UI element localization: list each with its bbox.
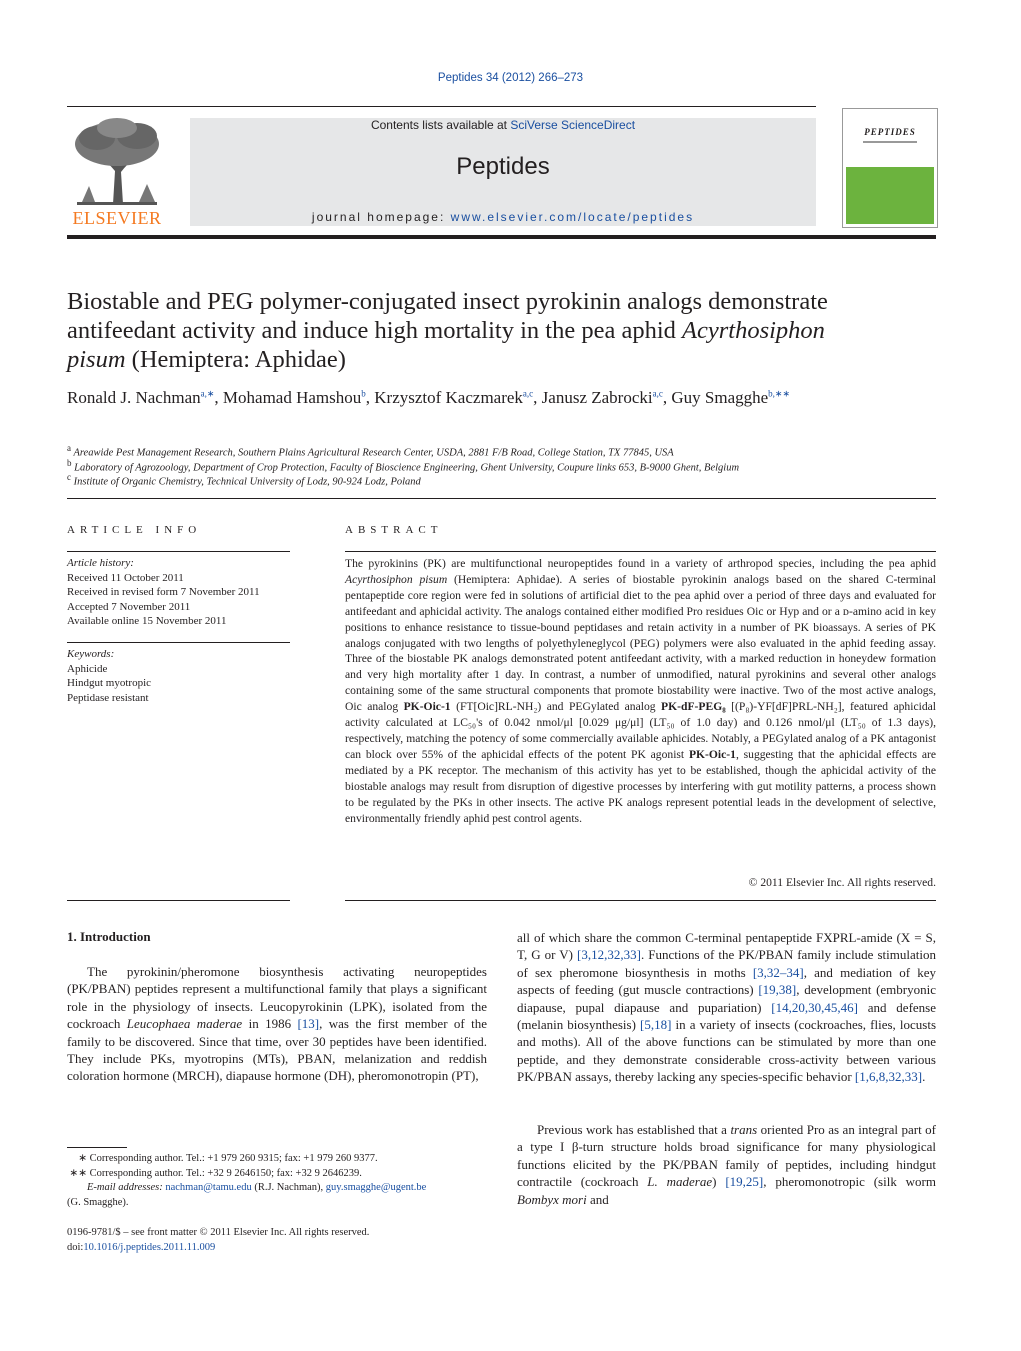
abstract-rule <box>345 551 936 552</box>
author-affiliation-marker[interactable]: a,c <box>652 388 663 399</box>
title-species-genus: Acyrthosiphon <box>682 317 825 344</box>
compound-name: PK-Oic-1 <box>688 747 736 761</box>
journal-homepage <box>190 210 816 224</box>
affiliation: $^b$ Laboratory of Agrozoology, Department of Crop Protection, Faculty of Bioscience Engineering, Ghent University, Coupure links 653, B-9000 Ghent, Belgium <box>67 458 740 474</box>
cover-green-panel <box>846 167 934 224</box>
abstract-bottom-rule <box>345 900 936 901</box>
email-link[interactable]: nachman@tamu.edu <box>165 1182 252 1193</box>
homepage-link[interactable]: www.elsevier.com/locate/peptides <box>450 210 695 224</box>
reference-link[interactable]: [19,38] <box>758 982 797 998</box>
author[interactable]: Krzysztof Kaczmarek <box>374 388 523 407</box>
cover-subtitle-line <box>863 141 917 143</box>
intro-right-paragraph-1: all of which share the common C-terminal pentapeptide FXPRL-amide (X = S, T, G or V) [3,12,32,33]. Functions of the PK/PBAN family include stimulation of sex pheromone biosynthesis in moths [3,32–34], and mediation of key aspects of feeding (gut muscle contractions) [19,38], development (embryonic diapause, pupal diapause and pupariation) [14,20,30,45,46] and defense (melanin biosynthesis) [5,18] in a variety of insects (cockroaches, flies, locusts and moths). All of the above functions can be stimulated by more than one peptide, and they demonstrate considerable cross-activity between various PK/PBAN assays, thereby lacking any species-specific behavior [1,6,8,32,33]. <box>517 930 936 1085</box>
reference-link[interactable]: [3,32–34] <box>752 964 804 980</box>
abstract-heading: ABSTRACT <box>345 524 443 536</box>
history-item: Available online 15 November 2011 <box>67 615 227 627</box>
doi-line: doi:10.1016/j.peptides.2011.11.009 <box>67 1242 216 1253</box>
contents-line <box>190 118 816 132</box>
affiliation: $^c$ Institute of Organic Chemistry, Technical University of Lodz, 90-924 Lodz, Poland <box>67 472 421 488</box>
affiliation: $^a$ Areawide Pest Management Research, Southern Plains Agricultural Research Center, USDA, 2881 F/B Road, College Station, TX 77845, USA <box>67 443 674 459</box>
author-affiliation-marker[interactable]: a,c <box>522 388 534 399</box>
reference-link[interactable]: [3,12,32,33] <box>577 947 641 963</box>
intro-right-paragraph-2: Previous work has established that a trans oriented Pro as an integral part of a type I β-turn structure holds broad significance for many physiological functions elicited by the PK/PBAN family of peptides, including hindgut contractile (cockroach L. maderae) [19,25], pheromonotropic (silk worm Bombyx mori and <box>517 1122 936 1207</box>
email-link[interactable]: guy.smagghe@ugent.be <box>325 1182 427 1193</box>
contents-prefix: Contents lists available at <box>370 118 511 132</box>
author[interactable]: Ronald J. Nachman <box>67 388 201 407</box>
footnote-email-owner: (G. Smagghe). <box>67 1196 129 1208</box>
header-thick-rule <box>67 235 936 239</box>
article-history <box>67 556 290 629</box>
issn-line: 0196-9781/$ – see front matter © 2011 Elsevier Inc. All rights reserved. <box>67 1227 370 1238</box>
keyword: Hindgut myotropic <box>67 677 152 689</box>
article-info-rule <box>67 551 290 552</box>
reference-link[interactable]: [13] <box>297 1016 320 1032</box>
author-affiliation-marker[interactable]: b <box>361 388 366 399</box>
homepage-prefix: journal homepage: <box>311 210 451 224</box>
article-info-bottom-rule <box>67 900 290 901</box>
keywords <box>67 647 290 705</box>
reference-link[interactable]: [1,6,8,32,33] <box>854 1069 923 1085</box>
title-line-2: antifeedant activity and induce high mortality in the pea aphid Acyrthosiphon <box>67 317 825 344</box>
author[interactable]: Janusz Zabrocki <box>541 388 653 407</box>
history-item: Received in revised form 7 November 2011 <box>67 586 260 598</box>
journal-title: Peptides <box>456 153 550 180</box>
history-item: Received 11 October 2011 <box>67 571 184 584</box>
elsevier-wordmark: ELSEVIER <box>72 208 162 228</box>
journal-cover-thumbnail[interactable] <box>842 108 938 228</box>
keywords-rule <box>67 642 290 643</box>
footnote: ∗ Corresponding author. Tel.: +1 979 260 9315; fax: +1 979 260 9377. <box>78 1153 378 1164</box>
history-label: Article history: <box>67 557 134 569</box>
footnote-emails: E-mail addresses: nachman@tamu.edu (R.J. Nachman), guy.smagghe@ugent.be <box>87 1182 427 1193</box>
title-species-epithet: pisum <box>67 346 126 373</box>
reference-link[interactable]: [19,25] <box>725 1174 764 1190</box>
keyword: Peptidase resistant <box>67 691 149 704</box>
publication-info <box>67 1225 492 1255</box>
copyright: © 2011 Elsevier Inc. All rights reserved. <box>748 876 936 889</box>
journal-reference[interactable]: Peptides 34 (2012) 266–273 <box>437 72 584 84</box>
article-info-heading: ARTICLE INFO <box>67 524 202 536</box>
title-line-1: Biostable and PEG polymer-conjugated insect pyrokinin analogs demonstrate <box>67 288 828 315</box>
compound-name: PK-dF-PEG₈ <box>661 700 726 714</box>
section-heading-introduction: 1. Introduction <box>67 929 151 944</box>
footnote: ∗∗ Corresponding author. Tel.: +32 9 2646150; fax: +32 9 2646239. <box>69 1167 362 1179</box>
abstract-body: The pyrokinins (PK) are multifunctional neuropeptides found in a variety of arthropod species, including the pea aphid Acyrthosiphon pisum (Hemiptera: Aphidae). A series of biostable pyrokinin analogs based on the shared C-terminal pentapeptide core region were fed in solutions of artificial diet to the pea aphid over a period of three days and evaluated for antifeedant and aphicidal activity. The analogs contained either modified Pro residues Oic or Hyp and or a ᴅ-amino acid in key positions to enhance resistance to tissue-bound peptidases and retain activity in a number of PK bioassays. A series of PK analogs conjugated with two lengths of polyethyleneglycol (PEG) polymers were also evaluated in the aphid feeding assay. Three of the biostable PK analogs demonstrated potent antifeedant activity, with a marked reduction in honeydew formation and very high mortality after 1 day. In contrast, a number of unmodified, natural pyrokinins and several other analogs containing some of the same structural components that promote biostability were inactive. Two of the most active analogs, Oic analog PK-Oic-1 (FT[Oic]RL-NH₂) and PEGylated analog PK-dF-PEG₈ [(P₈)-YF[dF]PRL-NH₂], featured aphicidal activity calculated at LC₅₀'s of 0.042 nmol/μl [0.029 μg/μl] (LT₅₀ of 1.0 day) and 0.126 nmol/μl (LT₅₀ of 1.3 days), respectively, matching the potency of some commercially available aphicides. Notably, a PEGylated analog of a PK antagonist can block over 55% of the aphicidal effects of the potent PK agonist PK-Oic-1, suggesting that the aphicidal effects are mediated by a PK receptor. The mechanism of this activity has yet to be established, though the aphicidal activity of the biostable analogs may result from disruption of digestive processes by interfering with gut motility patterns, a process shown to be regulated by the PKs in other insects. The active PK analogs represent potential leads in the development of selective, environmentally friendly aphid pest control agents. <box>345 557 936 825</box>
history-item: Accepted 7 November 2011 <box>67 600 191 613</box>
footnote-rule <box>67 1147 127 1148</box>
title-line-3: pisum (Hemiptera: Aphidae) <box>67 346 346 373</box>
author-list: Ronald J. Nachman$^{a,∗}$, Mohamad Hamshou$^b$, Krzysztof Kaczmarek$^{a,c}$, Janusz Zabrocki$^{a,c}$, Guy Smagghe$^{b,∗∗}$ <box>67 388 790 407</box>
doi-link[interactable]: 10.1016/j.peptides.2011.11.009 <box>83 1242 216 1253</box>
keyword: Aphicide <box>67 662 108 675</box>
reference-link[interactable]: [14,20,30,45,46] <box>771 999 858 1015</box>
cover-title: PEPTIDES <box>864 127 916 137</box>
article-title <box>67 287 937 374</box>
compound-name: PK-Oic-1 <box>403 700 451 714</box>
author[interactable]: Guy Smagghe <box>671 388 769 407</box>
header-top-rule <box>67 106 816 107</box>
author[interactable]: Mohamad Hamshou <box>222 388 362 407</box>
author-affiliation-marker[interactable]: a,∗ <box>200 388 215 399</box>
author-affiliation-marker[interactable]: b,∗∗ <box>768 388 790 399</box>
reference-link[interactable]: [5,18] <box>640 1017 672 1033</box>
footnotes <box>67 1152 492 1210</box>
keywords-label: Keywords: <box>67 648 115 660</box>
intro-left-paragraph: The pyrokinin/pheromone biosynthesis activating neuropeptides (PK/PBAN) peptides represent a multifunctional family that plays a significant role in the physiology of insects. Leucopyrokinin (LPK), isolated from the cockroach Leucophaea maderae in 1986 [13], was the first member of the family to be discovered. Since that time, over 30 peptides have been identified. They include PKs, myotropins (MTs), PBAN, melanization and reddish coloration hormone (MRCH), diapause hormone (DH), pheromonotropin (PT), <box>67 964 487 1084</box>
affiliation-divider <box>67 498 936 499</box>
sciencedirect-link[interactable]: SciVerse ScienceDirect <box>510 118 636 132</box>
